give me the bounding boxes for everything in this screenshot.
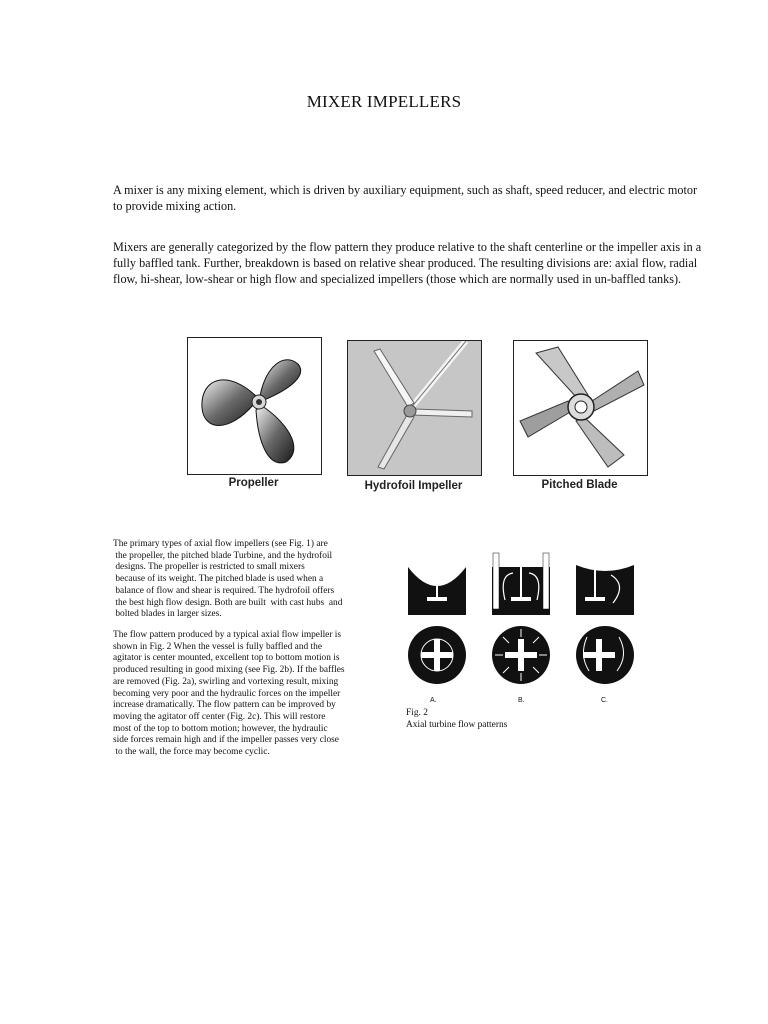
fig2-label-c: C. <box>601 697 608 704</box>
text-line: The flow pattern produced by a typical axial flow impeller is <box>113 630 342 640</box>
fig2-caption-text: Axial turbine flow patterns <box>406 720 508 730</box>
hydrofoil-impeller-photo <box>347 340 482 476</box>
pitched-blade-caption: Pitched Blade <box>541 479 618 491</box>
fig2-label-a: A. <box>430 697 437 704</box>
text-line: are removed (Fig. 2a), swirling and vortexing result, mixing <box>113 676 339 687</box>
text-line: side forces remain high and if the impeller passes very close <box>113 735 339 746</box>
fig2-caption-number: Fig. 2 <box>406 708 428 718</box>
text-line: balance of flow and shear is required. The hydrofoil offers <box>113 585 335 596</box>
text-line: The primary types of axial flow impellers (see Fig. 1) are <box>113 539 328 549</box>
text-line: most of the top to bottom motion; however, the hydraulic <box>113 723 328 734</box>
tank-a-diagram <box>408 547 466 615</box>
classification-paragraph: Mixers are generally categorized by the flow pattern they produce relative to the shaft centerline or the impeller axis in a fully baffled tank. Further, breakdown is based on relative shear produced. The resulting divisions are: axial flow, radial flow, hi-shear, low-shear or high flow and specialized impellers (those which are normally used in un-baffled tanks). <box>113 240 702 286</box>
text-line: shown in Fig. 2 When the vessel is fully baffled and the <box>113 641 322 652</box>
text-line: agitator is center mounted, excellent top to bottom motion is <box>113 653 340 664</box>
text-line: increase dramatically. The flow pattern can be improved by <box>113 700 336 711</box>
propeller-photo <box>187 337 322 475</box>
flow-pattern-paragraph <box>113 630 383 759</box>
intro-paragraph: A mixer is any mixing element, which is driven by auxiliary equipment, such as shaft, speed reducer, and electric motor to provide mixing action. <box>113 183 698 213</box>
text-line: the best high flow design. Both are built with cast hubs and <box>113 597 343 608</box>
text-line: to the wall, the force may become cyclic. <box>113 747 270 758</box>
text-line: bolted blades in larger sizes. <box>113 609 222 620</box>
hydrofoil-caption: Hydrofoil Impeller <box>364 480 463 492</box>
tank-c-diagram <box>576 547 634 615</box>
text-line: moving the agitator off center (Fig. 2c). This will restore <box>113 711 326 722</box>
top-view-b <box>492 626 550 684</box>
pitched-blade-photo <box>513 340 648 476</box>
text-line: the propeller, the pitched blade Turbine, and the hydrofoil <box>113 550 333 561</box>
top-view-a <box>408 626 466 684</box>
tank-b-diagram <box>492 547 550 615</box>
fig2-label-b: B. <box>518 697 525 704</box>
propeller-caption: Propeller <box>228 477 279 489</box>
flow-pattern-figure <box>405 545 645 710</box>
axial-types-paragraph <box>113 539 383 621</box>
text-line: produced resulting in good mixing (see Fig. 2b). If the baffles <box>113 665 345 676</box>
page-title: MIXER IMPELLERS <box>306 92 462 111</box>
text-line: because of its weight. The pitched blade is used when a <box>113 574 324 585</box>
text-line: designs. The propeller is restricted to small mixers <box>113 562 305 573</box>
text-line: becoming very poor and the hydraulic forces on the impeller <box>113 688 341 699</box>
top-view-c <box>576 626 634 684</box>
